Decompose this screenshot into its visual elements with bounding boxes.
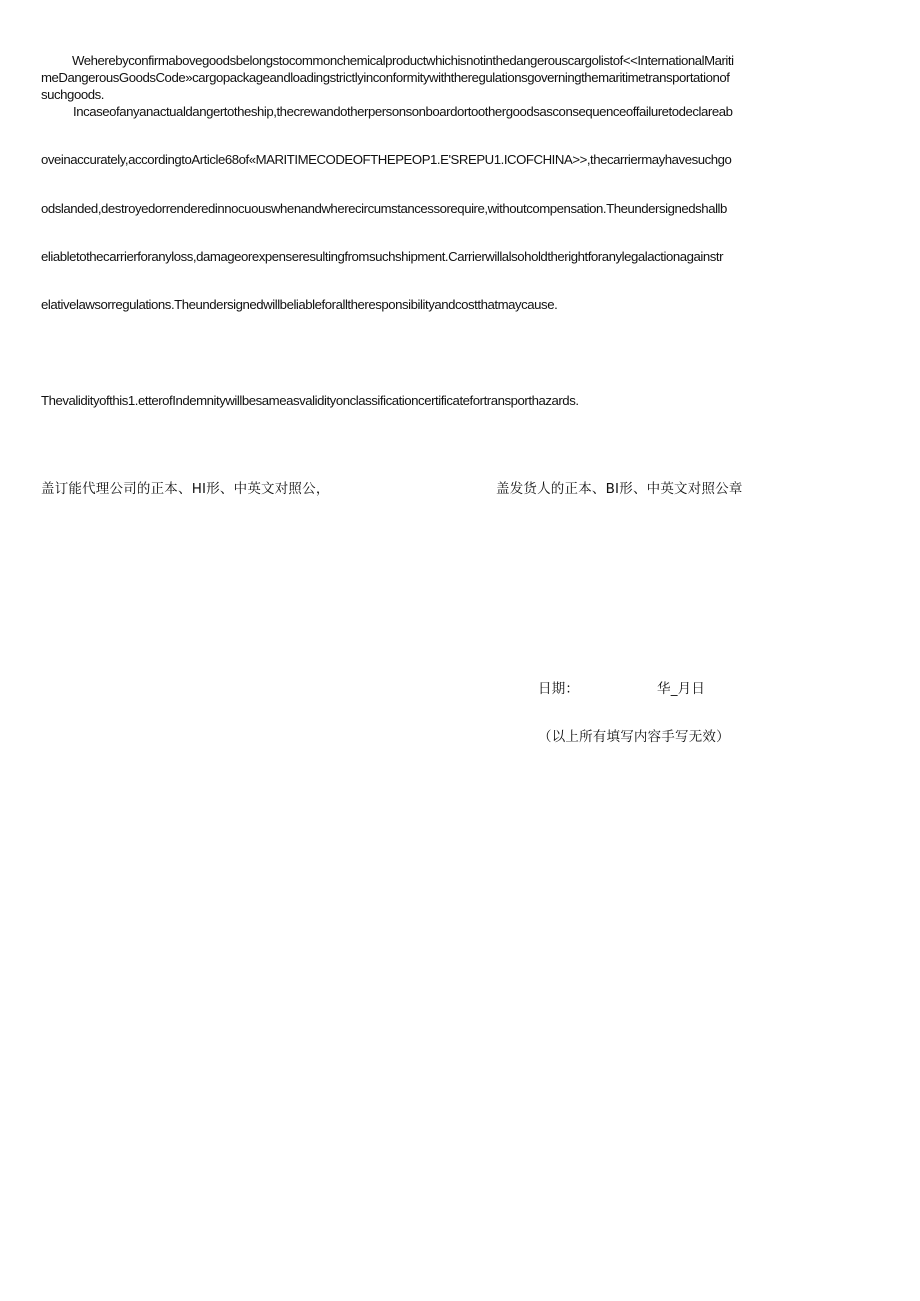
- paragraph2-line-3: odslanded,destroyedorrenderedinnocuouswhenandwherecircumstancessorequire,withoutcompensation.Theundersignedshallb: [41, 201, 727, 216]
- agent-stamp-instruction: 盖订能代理公司的正本、HI形、中英文对照公，: [41, 481, 330, 497]
- validity-statement: Thevalidityofthis1.etterofIndemnitywillbesameasvalidityonclassificationcertificatefortransporthazards.: [41, 393, 579, 408]
- paragraph2-line-2: oveinaccurately,accordingtoArticle68of«MARITIMECODEOFTHEPEOP1.E'SREPU1.ICOFCHINA>>,thecarriermayhavesuchgo: [41, 152, 732, 167]
- shipper-stamp-instruction: 盖发货人的正本、BI形、中英文对照公章: [496, 481, 743, 497]
- handwriting-invalid-note: （以上所有填写内容手写无效）: [538, 729, 730, 745]
- date-label: 日期：: [538, 681, 580, 697]
- date-value: 华_月日: [657, 681, 706, 697]
- paragraph2-line-4: eliabletothecarrierforanyloss,damageorexpenseresultingfromsuchshipment.Carrierwillalsoholdtherightforanylegalactionagainstr: [41, 249, 724, 264]
- paragraph1-line-1: Weherebyconfirmabovegoodsbelongstocommonchemicalproductwhichisnotinthedangerouscargolistof<<InternationalMariti: [72, 53, 734, 68]
- paragraph2-line-5: elativelawsorregulations.Theundersignedwillbeliableforalltheresponsibilityandcostthatmaycause.: [41, 297, 558, 312]
- paragraph1-line-3: suchgoods.: [41, 87, 104, 102]
- paragraph2-line-1: Incaseofanyanactualdangertotheship,thecrewandotherpersonsonboardortoothergoodsasconsequenceoffailuretodeclareab: [73, 104, 733, 119]
- paragraph1-line-2: meDangerousGoodsCode»cargopackageandloadingstrictlyinconformitywiththeregulationsgoverningthemaritimetransportationof: [41, 70, 730, 85]
